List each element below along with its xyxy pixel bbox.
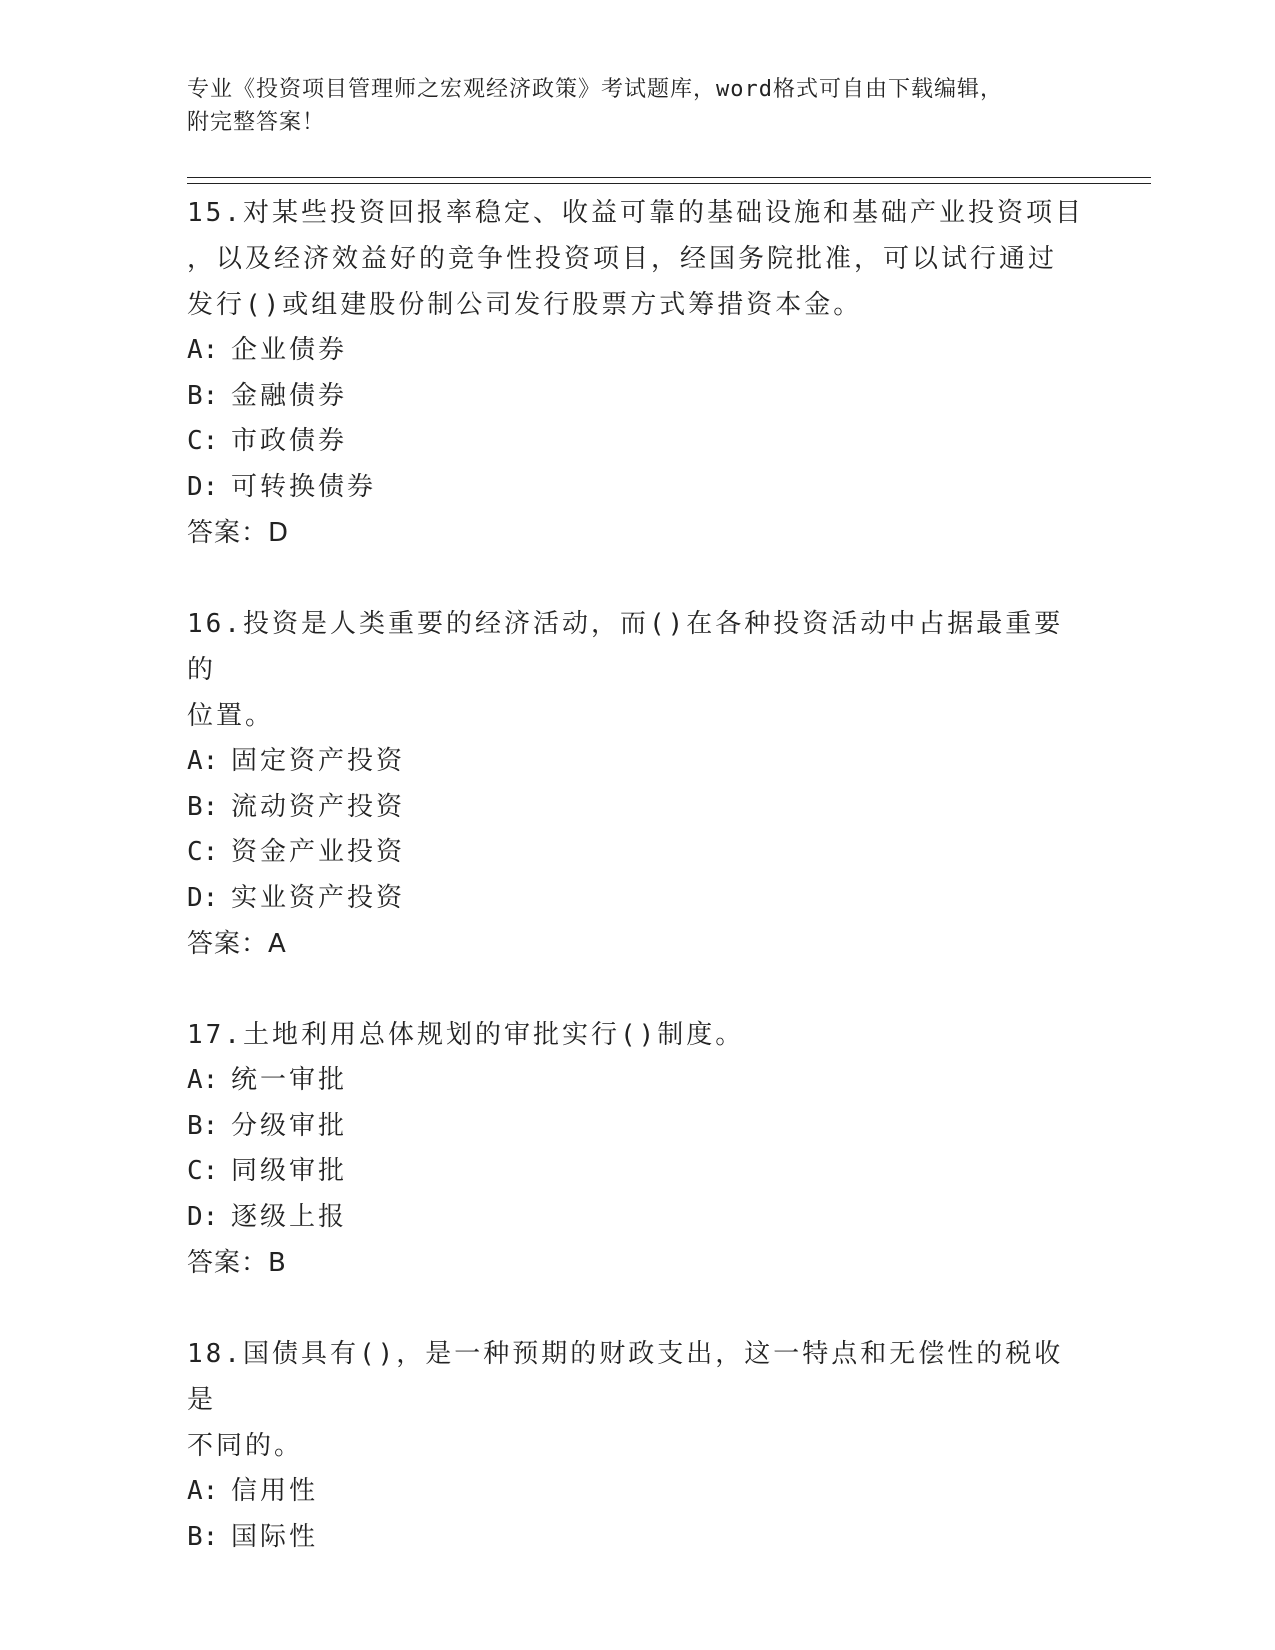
question-16-line-1: 16.投资是人类重要的经济活动，而()在各种投资活动中占据最重要的 (187, 609, 1064, 685)
option-c (187, 419, 1087, 465)
question-15-line-2: ，以及经济效益好的竞争性投资项目，经国务院批准，可以试行通过 (187, 244, 1058, 274)
option-c (187, 830, 1087, 876)
option-key: C: (187, 1156, 219, 1186)
option-key: C: (187, 837, 219, 867)
spacer (187, 967, 1087, 1012)
option-b (187, 1104, 1087, 1150)
answer-15: 答案：D (187, 518, 290, 548)
question-15 (187, 190, 1087, 556)
option-text: 实业资产投资 (231, 882, 406, 913)
option-key: B: (187, 1521, 219, 1552)
document-header (187, 73, 1067, 139)
header-divider-top (187, 177, 1151, 178)
option-b (187, 1515, 1087, 1561)
option-b (187, 374, 1087, 420)
option-text: 金融债券 (231, 380, 348, 411)
header-line-2: 附完整答案！ (187, 110, 326, 135)
option-key: D: (187, 471, 219, 502)
option-text: 统一审批 (231, 1065, 348, 1095)
option-a (187, 1058, 1087, 1104)
option-text: 国际性 (231, 1521, 319, 1552)
question-15-line-1: 15.对某些投资回报率稳定、收益可靠的基础设施和基础产业投资项目 (187, 198, 1084, 228)
option-b (187, 785, 1087, 831)
option-key: D: (187, 1201, 219, 1232)
option-d (187, 876, 1087, 922)
question-18-line-2: 不同的。 (187, 1431, 304, 1461)
option-key: B: (187, 791, 219, 822)
option-key: B: (187, 1110, 219, 1141)
option-d (187, 1195, 1087, 1241)
option-text: 资金产业投资 (231, 837, 406, 867)
question-17 (187, 1012, 1087, 1286)
option-key: C: (187, 426, 219, 456)
option-a (187, 328, 1087, 374)
option-key: A: (187, 1065, 219, 1095)
header-divider-bottom (187, 183, 1151, 184)
option-text: 分级审批 (231, 1110, 348, 1141)
option-key: A: (187, 746, 219, 776)
question-18-line-1: 18.国债具有()，是一种预期的财政支出，这一特点和无偿性的税收是 (187, 1339, 1064, 1415)
answer-17: 答案：B (187, 1248, 287, 1278)
question-list (187, 190, 1087, 1560)
option-text: 可转换债券 (231, 471, 377, 502)
option-a (187, 1469, 1087, 1515)
spacer (187, 556, 1087, 601)
question-15-line-3: 发行()或组建股份制公司发行股票方式筹措资本金。 (187, 290, 863, 320)
option-text: 固定资产投资 (231, 746, 406, 776)
option-text: 同级审批 (231, 1156, 348, 1186)
question-16-line-2: 位置。 (187, 701, 275, 731)
option-text: 流动资产投资 (231, 791, 406, 822)
question-16 (187, 601, 1087, 967)
spacer (187, 1286, 1087, 1331)
option-key: D: (187, 882, 219, 913)
question-17-line-1: 17.土地利用总体规划的审批实行()制度。 (187, 1020, 745, 1050)
option-key: A: (187, 1476, 219, 1506)
option-key: A: (187, 335, 219, 365)
option-text: 市政债券 (231, 426, 348, 456)
option-key: B: (187, 380, 219, 411)
option-text: 逐级上报 (231, 1201, 348, 1232)
option-text: 企业债券 (231, 335, 348, 365)
option-d (187, 465, 1087, 511)
header-line-1: 专业《投资项目管理师之宏观经济政策》考试题库，word格式可自由下载编辑， (187, 77, 1003, 102)
option-c (187, 1149, 1087, 1195)
question-18 (187, 1331, 1087, 1560)
option-a (187, 739, 1087, 785)
option-text: 信用性 (231, 1476, 319, 1506)
answer-16: 答案：A (187, 929, 287, 959)
